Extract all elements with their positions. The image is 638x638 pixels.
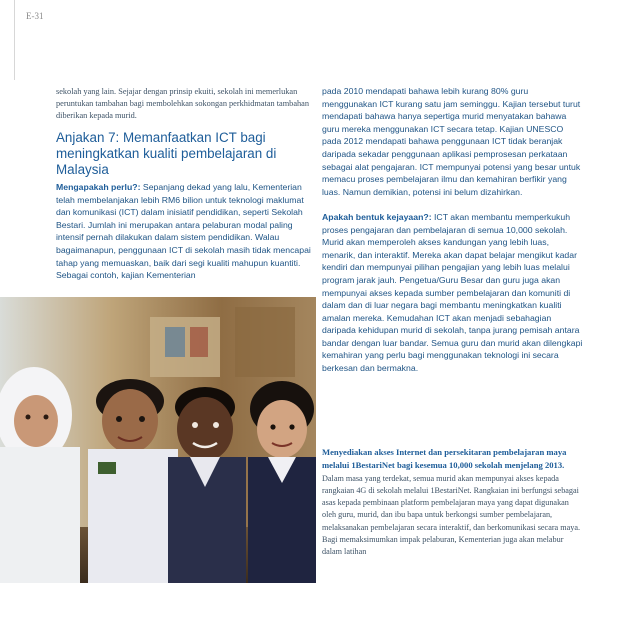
students-photo [0,297,316,583]
section-heading: Anjakan 7: Memanfaatkan ICT bagi meningkatkan kualiti pembelajaran di Malaysia [56,130,277,177]
initiative-text: Dalam masa yang terdekat, semua murid akan mempunyai akses kepada rangkaian 4G di sekolah melalui 1BestariNet. Rangkaian ini berfungsi sebagai asas kepada pembinaan platform pembelajaran maya yang dapat digunakan oleh guru, murid, dan ibu bapa untuk berkongsi sumber pembelajaran, melaksanakan pembelajaran secara interaktif, dan berkomunikasi secara maya. Bagi memaksimumkan impak pelaburan, Kementerian juga akan melabur dalam latihan [322,473,581,557]
right-column [322,85,584,387]
students-photo-illustration [0,297,316,583]
why-text: Sepanjang dekad yang lalu, Kementerian telah membelanjakan lebih RM6 bilion untuk teknologi maklumat dan komunikasi (ICT) dalam inisiatif pendidikan, seperti Sekolah Bestari. Jumlah ini merupakan antara pelaburan modal paling intensif pernah dilakukan dalam sistem pendidikan. Walau bagaimanapun, penggunaan ICT di sekolah masih tidak mencapai tahap yang memuaskan, baik dari segi kualiti mahupun kuantiti. Sebagai contoh, kajian Kementerian [56,182,311,281]
margin-rule [14,0,15,80]
page-number: E-31 [26,11,44,21]
success-text: ICT akan membantu memperkukuh proses pengajaran dan pembelajaran di semua 10,000 sekolah. Murid akan memperoleh akses kandungan yang lebih luas, menarik, dan interaktif. Mereka akan dapat belajar mengikut kadar kendiri dan mempunyai pilihan pengajian yang lebih luas melalui program jarak jauh. Pengetua/Guru Besar dan guru juga akan mempunyai akses kepada sumber pembelajaran dan komuniti di dalam dan di luar negara bagi membantu meningkatkan kualiti amalan mereka. Kemudahan ICT akan menjadi sebahagian daripada kehidupan murid di sekolah, tanpa jurang pemisah antara bandar dengan luar bandar. Semua guru dan murid akan dilengkapi kemahiran yang perlu bagi menggunakan teknologi ini secara berkesan dan bermakna. [322,211,583,374]
initiative-lead: Menyediakan akses Internet dan persekitaran pembelajaran maya melalui 1BestariNet bagi kesemua 10,000 sekolah menjelang 2013. [322,447,567,471]
intro-paragraph: sekolah yang lain. Sejajar dengan prinsip ekuiti, sekolah ini memerlukan peruntukan tambahan bagi membolehkan sokongan perkhidmatan tambahan diberikan kepada murid. [56,87,309,121]
right-paragraph-2 [322,211,584,375]
right-paragraph-1: pada 2010 mendapati bahawa lebih kurang 80% guru menggunakan ICT kurang satu jam seminggu. Kajian tersebut turut mendapati bahawa hanya sepertiga murid menyatakan bahawa guru mereka menggunakan ICT secara tetap. Kajian UNESCO pada 2012 mendapati bahawa penggunaan ICT tidak beranjak daripada sekadar penggunaan aplikasi pemprosesan perkataan sebagai alat pengajaran. ICT mempunyai potensi yang besar untuk memacu proses pembelajaran ilmu dan kemahiran berfikir yang luas. Namun demikian, potensi ini belum dizahirkan. [322,86,581,197]
why-lead: Mengapakah perlu?: [56,182,141,192]
left-body-paragraph [56,181,314,282]
success-lead: Apakah bentuk kejayaan?: [322,211,432,222]
initiative-paragraph [322,446,584,559]
